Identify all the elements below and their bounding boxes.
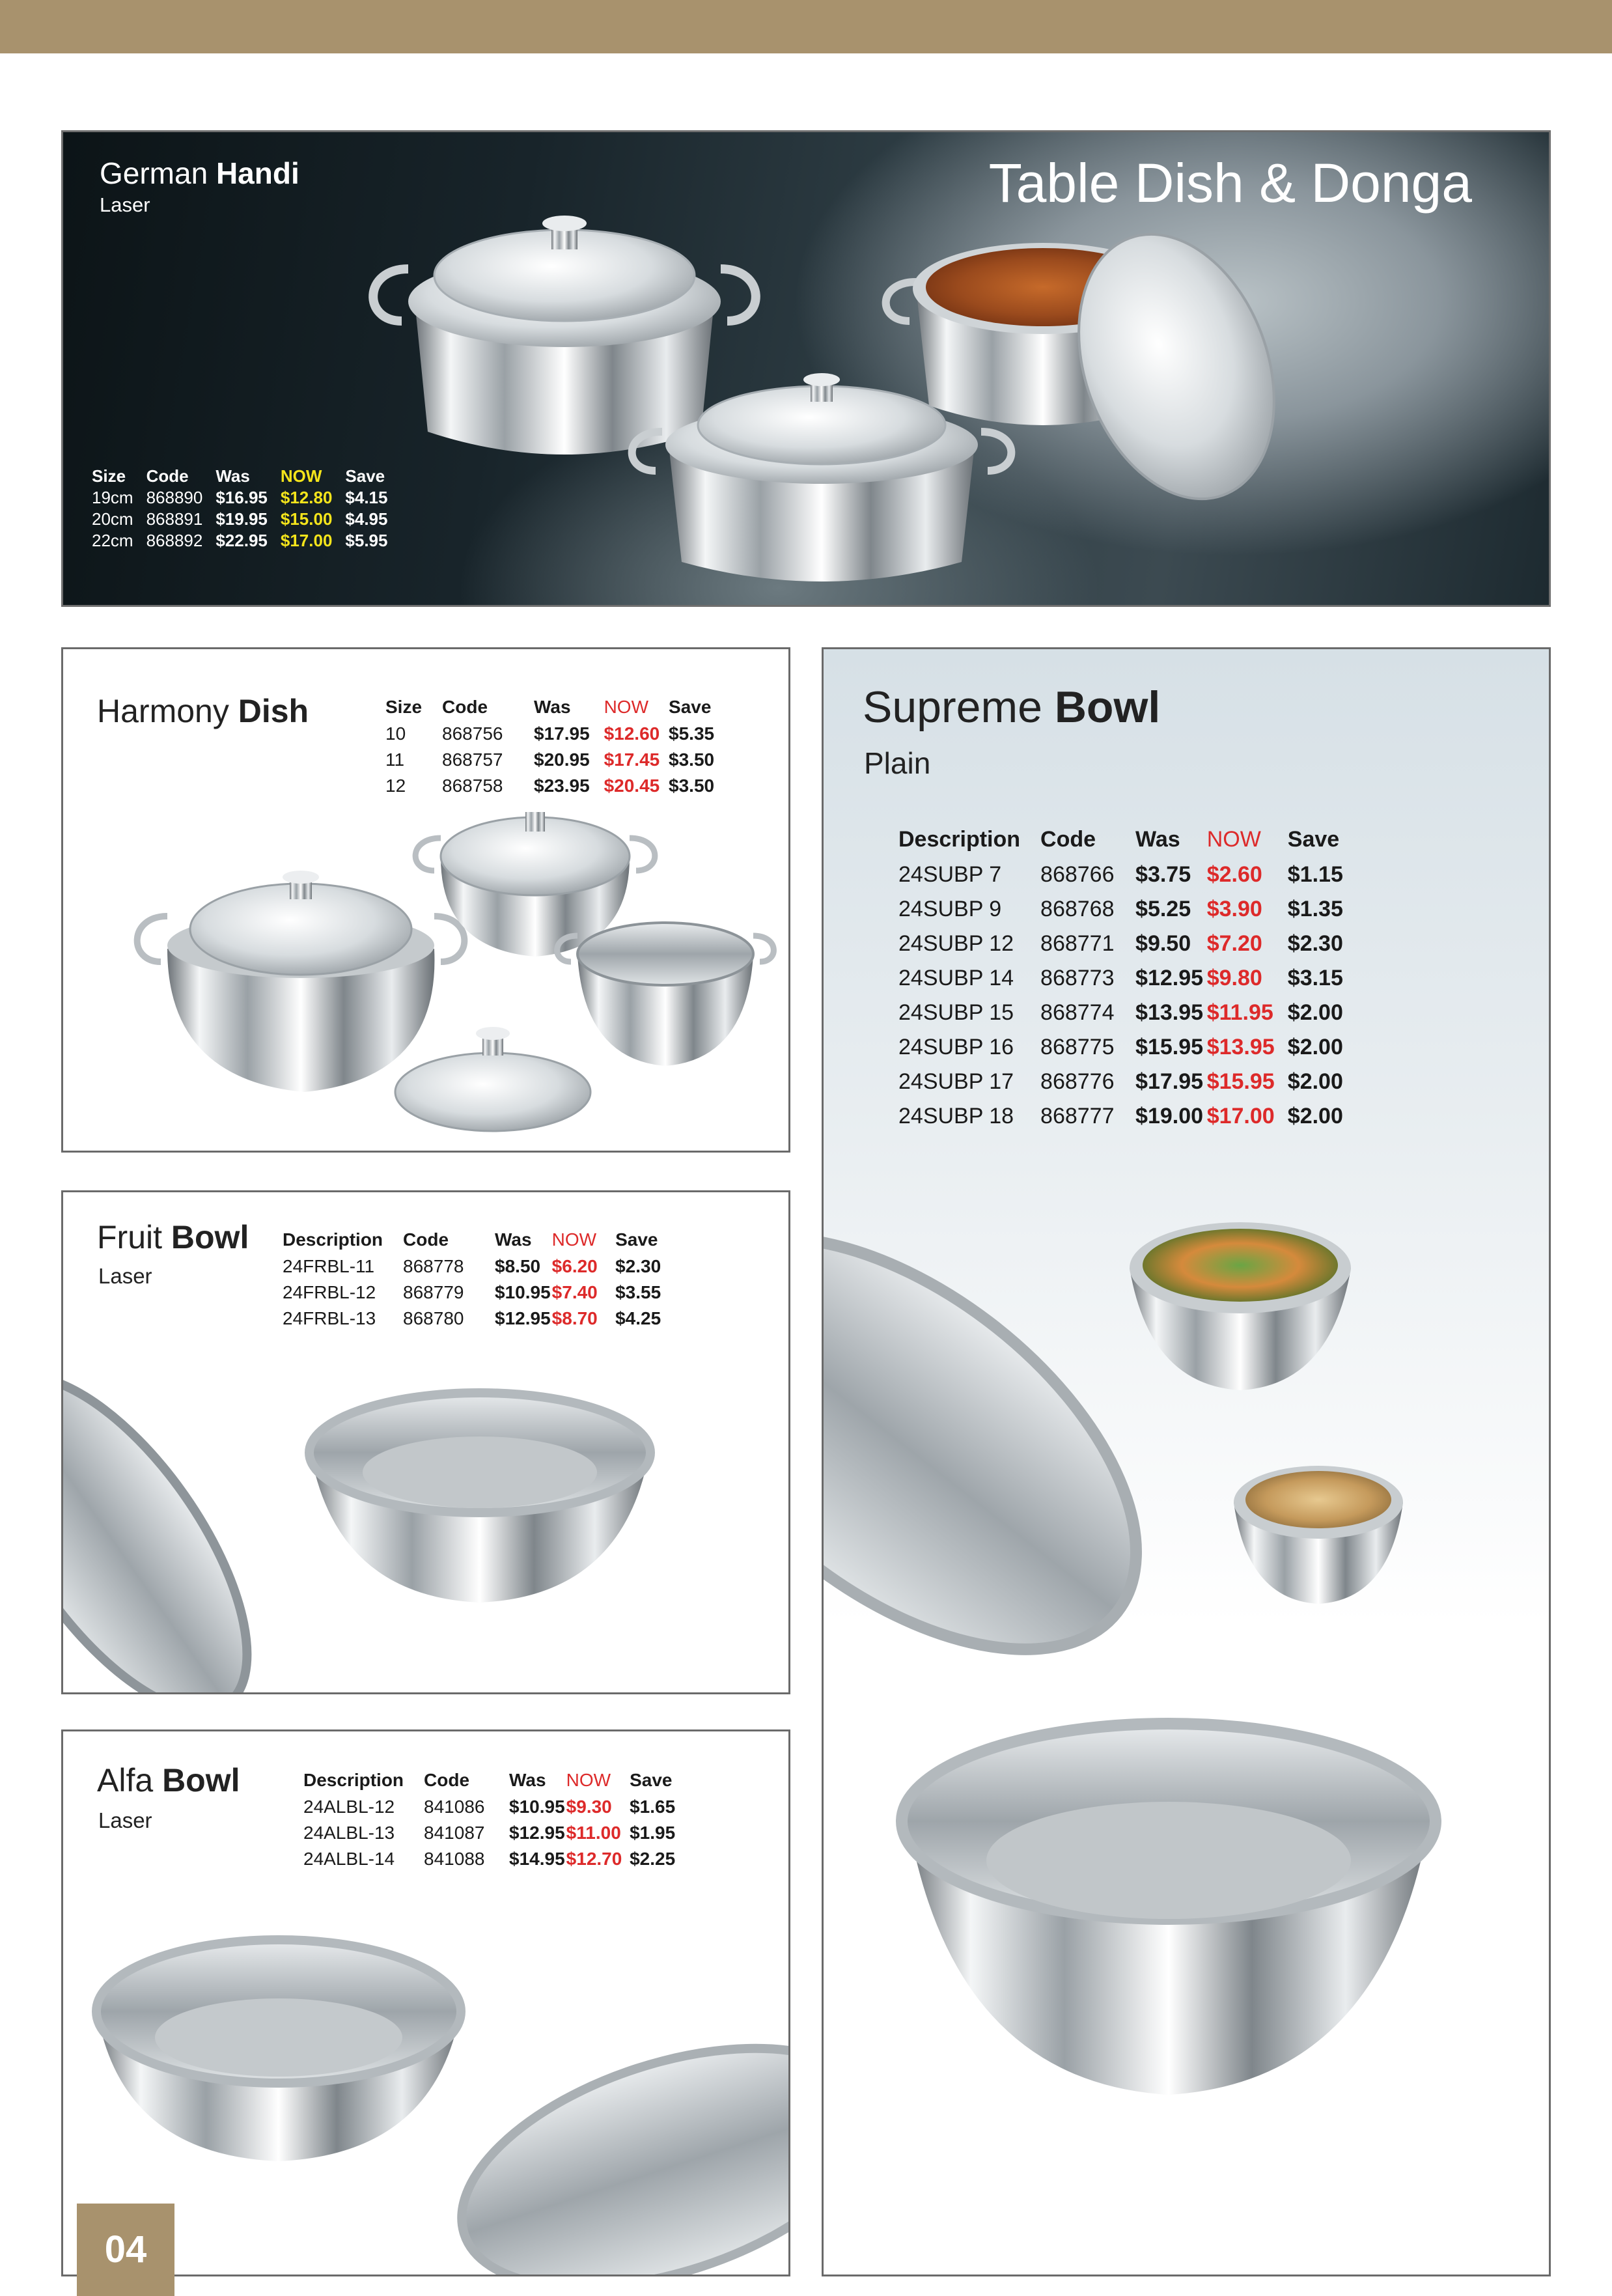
table-header-row: Description Code Was NOW Save bbox=[898, 827, 1340, 852]
table-row: 20cm 868891 $19.95 $15.00 $4.95 bbox=[92, 509, 388, 529]
table-row: 24FRBL-13 868780 $12.95 $8.70 $4.25 bbox=[283, 1308, 661, 1328]
supreme-bowl-image bbox=[824, 1209, 1549, 2276]
table-row: 24FRBL-12 868779 $10.95 $7.40 $3.55 bbox=[283, 1282, 661, 1302]
hero-category-title: Table Dish & Donga bbox=[988, 152, 1472, 214]
hero-price-table bbox=[92, 466, 400, 552]
table-row: 24SUBP 16 868775 $15.95 $13.95 $2.00 bbox=[898, 1035, 1343, 1059]
alfa-bowl-panel bbox=[61, 1729, 790, 2276]
hero-product-title: German Handi bbox=[100, 156, 299, 190]
table-row: 24SUBP 12 868771 $9.50 $7.20 $2.30 bbox=[898, 931, 1343, 956]
harmony-dish-panel bbox=[61, 647, 790, 1153]
table-row: 22cm 868892 $22.95 $17.00 $5.95 bbox=[92, 531, 388, 550]
supreme-bowl-title: Supreme Bowl bbox=[863, 682, 1161, 732]
harmony-price-table bbox=[385, 693, 715, 799]
hero-banner bbox=[61, 130, 1551, 607]
table-row: 24SUBP 7 868766 $3.75 $2.60 $1.15 bbox=[898, 862, 1343, 887]
top-accent-bar bbox=[0, 0, 1612, 53]
harmony-title: Harmony Dish bbox=[97, 693, 309, 729]
alfa-bowl-title: Alfa Bowl bbox=[97, 1762, 240, 1799]
table-row: 24ALBL-13 841087 $12.95 $11.00 $1.95 bbox=[303, 1823, 676, 1843]
fruit-bowl-subtitle: Laser bbox=[98, 1264, 152, 1288]
table-header-row: Description Code Was NOW Save bbox=[283, 1229, 658, 1250]
table-row: 12 868758 $23.95 $20.45 $3.50 bbox=[385, 776, 715, 796]
fruit-bowl-image bbox=[63, 1375, 788, 1694]
fruit-bowl-price-table bbox=[282, 1226, 661, 1332]
table-row: 10 868756 $17.95 $12.60 $5.35 bbox=[385, 723, 715, 744]
fruit-bowl-panel bbox=[61, 1190, 790, 1694]
table-row: 24SUBP 15 868774 $13.95 $11.95 $2.00 bbox=[898, 1000, 1343, 1025]
page-number: 04 bbox=[77, 2204, 174, 2296]
table-row: 11 868757 $20.95 $17.45 $3.50 bbox=[385, 749, 715, 770]
table-header-row: Description Code Was NOW Save bbox=[303, 1770, 673, 1790]
table-row: 24ALBL-12 841086 $10.95 $9.30 $1.65 bbox=[303, 1797, 676, 1817]
table-header-row: Size Code Was NOW Save bbox=[385, 697, 712, 717]
hero-product-subtitle: Laser bbox=[100, 193, 150, 216]
table-row: 24SUBP 18 868777 $19.00 $17.00 $2.00 bbox=[898, 1104, 1343, 1128]
harmony-dish-image bbox=[102, 805, 779, 1144]
supreme-bowl-subtitle: Plain bbox=[864, 746, 931, 780]
table-header-row: Size Code Was NOW Save bbox=[92, 466, 385, 486]
table-row: 24SUBP 9 868768 $5.25 $3.90 $1.35 bbox=[898, 897, 1343, 921]
supreme-bowl-panel bbox=[822, 647, 1551, 2276]
supreme-bowl-price-table bbox=[898, 821, 1344, 1134]
table-row: 24ALBL-14 841088 $14.95 $12.70 $2.25 bbox=[303, 1849, 676, 1869]
table-row: 24FRBL-11 868778 $8.50 $6.20 $2.30 bbox=[283, 1256, 661, 1276]
handi-pots-image bbox=[363, 171, 1300, 607]
alfa-bowl-price-table bbox=[303, 1767, 676, 1872]
alfa-bowl-subtitle: Laser bbox=[98, 1808, 152, 1832]
table-row: 24SUBP 14 868773 $12.95 $9.80 $3.15 bbox=[898, 966, 1343, 990]
fruit-bowl-title: Fruit Bowl bbox=[97, 1219, 249, 1255]
table-row: 24SUBP 17 868776 $17.95 $15.95 $2.00 bbox=[898, 1069, 1343, 1094]
table-row: 19cm 868890 $16.95 $12.80 $4.15 bbox=[92, 488, 388, 507]
